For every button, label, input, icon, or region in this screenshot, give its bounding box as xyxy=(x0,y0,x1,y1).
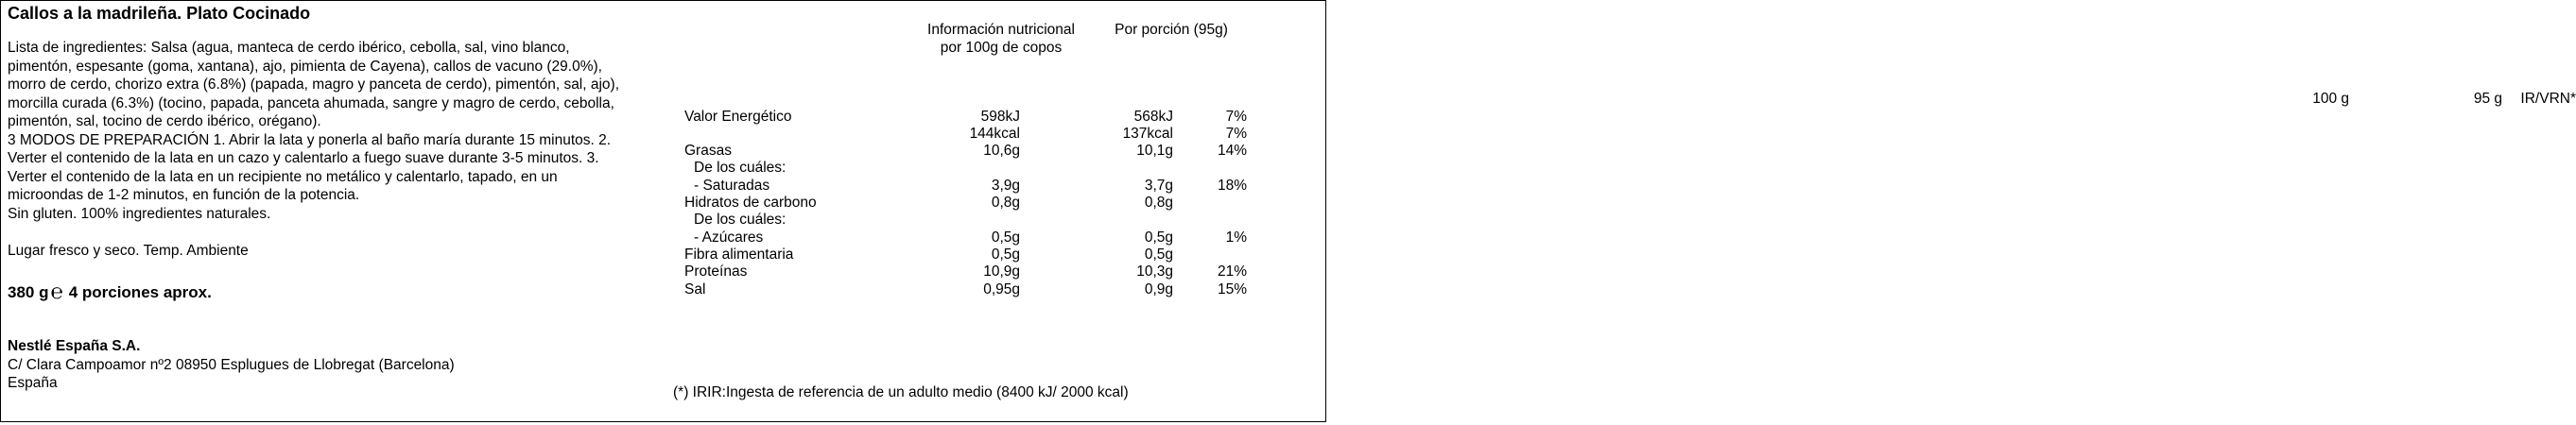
nutrient-ir: 7% xyxy=(1225,108,1247,125)
ingredients-line: pimentón, sal, tocino de cerdo ibérico, orégano). xyxy=(8,113,321,129)
company-address: C/ Clara Campoamor nº2 08950 Esplugues de Llobregat (Barcelona) xyxy=(8,356,455,373)
product-title: Callos a la madrileña. Plato Cocinado xyxy=(8,4,311,23)
nutrient-portion: 3,7g xyxy=(1144,177,1173,194)
nutrient-ir: 21% xyxy=(1217,264,1247,280)
ingredients-line: morro de cerdo, chorizo extra (6.8%) (papada, magro y panceta de cerdo), pimentón, sal, ajo), xyxy=(8,76,620,93)
nutrient-ir: 1% xyxy=(1225,229,1247,246)
nutrition-header-portion: Por porción (95g) xyxy=(1115,22,1228,38)
nutrient-label: - Saturadas xyxy=(694,177,770,194)
subheader-per100: 100 g xyxy=(2312,91,2349,107)
nutrient-ir: 15% xyxy=(1217,280,1247,298)
preparation-line: microondas de 1-2 minutos, en función de la potencia. xyxy=(8,187,360,203)
nutrient-label: Hidratos de carbono xyxy=(684,195,817,211)
company-name: Nestlé España S.A. xyxy=(8,338,141,354)
preparation-line: 3 MODOS DE PREPARACIÓN 1. Abrir la lata y ponerla al baño maría durante 15 minutos. 2. xyxy=(8,131,612,148)
ingredients-line: Lista de ingredientes: Salsa (agua, manteca de cerdo ibérico, cebolla, sal, vino blanco, xyxy=(8,40,570,56)
nutrient-per100: 10,6g xyxy=(983,143,1020,160)
nutrition-subheader xyxy=(1,91,2576,108)
nutrient-per100: 0,5g xyxy=(991,246,1020,263)
nutrition-footnote: (*) IRIR:Ingesta de referencia de un adulto medio (8400 kJ/ 2000 kcal) xyxy=(673,384,1129,400)
nutrient-ir: 7% xyxy=(1225,125,1247,142)
nutrition-header-per100: Información nutricional por 100g de copos xyxy=(927,22,1075,56)
nutrient-label: - Azúcares xyxy=(694,229,764,246)
preparation-line: Verter el contenido de la lata en un recipiente no metálico y calentarlo, tapado, en un xyxy=(8,168,558,185)
net-weight xyxy=(8,281,212,302)
nutrient-portion: 10,3g xyxy=(1136,264,1173,280)
nutrient-portion: 10,1g xyxy=(1136,143,1173,160)
nutrient-portion: 0,5g xyxy=(1144,246,1173,263)
storage-text: Lugar fresco y seco. Temp. Ambiente xyxy=(8,242,249,259)
nutrient-per100: 598kJ xyxy=(980,108,1020,125)
nutrient-portion: 568kJ xyxy=(1133,108,1173,125)
nutrient-label: De los cuáles: xyxy=(694,212,787,229)
portions-text: 4 porciones aprox. xyxy=(68,283,212,301)
nutrient-portion: 0,8g xyxy=(1144,195,1173,211)
subheader-portion: 95 g xyxy=(2473,91,2502,107)
company-block xyxy=(8,337,455,393)
company-country: España xyxy=(8,375,58,391)
ingredients-line: pimentón, espesante (goma, xantana), ajo, pimienta de Cayena), callos de vacuno (29.0%), xyxy=(8,58,602,75)
nutrient-label: De los cuáles: xyxy=(694,160,787,177)
nutrient-label: Valor Energético xyxy=(684,108,792,125)
nutrient-per100: 144kcal xyxy=(969,125,1020,142)
nutrient-per100: 10,9g xyxy=(983,264,1020,280)
nutrient-label: Fibra alimentaria xyxy=(684,246,794,263)
nutrient-portion: 0,9g xyxy=(1144,280,1173,298)
gluten-free-line: Sin gluten. 100% ingredientes naturales. xyxy=(8,205,271,222)
nutrient-per100: 0,8g xyxy=(991,195,1020,211)
nutrient-per100: 0,5g xyxy=(991,229,1020,246)
nutrient-per100: 0,95g xyxy=(983,280,1020,298)
nutrient-portion: 0,5g xyxy=(1144,229,1173,246)
nutrient-ir: 14% xyxy=(1217,143,1247,160)
subheader-ir: IR/VRN* xyxy=(2520,91,2576,107)
ingredients-block xyxy=(8,39,669,260)
estimated-sign-icon: ℮ xyxy=(50,280,63,303)
preparation-line: Verter el contenido de la lata en un cazo y calentarlo a fuego suave durante 3-5 minutos. 3. xyxy=(8,150,599,166)
nutrient-per100: 3,9g xyxy=(991,177,1020,194)
nutrient-label: Sal xyxy=(684,280,706,298)
nutrient-ir: 18% xyxy=(1217,177,1247,194)
nutrient-label: Grasas xyxy=(684,143,732,160)
nutrient-label: Proteínas xyxy=(684,264,748,280)
nutrient-portion: 137kcal xyxy=(1122,125,1173,142)
weight-value: 380 g xyxy=(8,283,49,301)
ingredients-line: morcilla curada (6.3%) (tocino, papada, panceta ahumada, sangre y magro de cerdo, cebolla, xyxy=(8,94,614,111)
